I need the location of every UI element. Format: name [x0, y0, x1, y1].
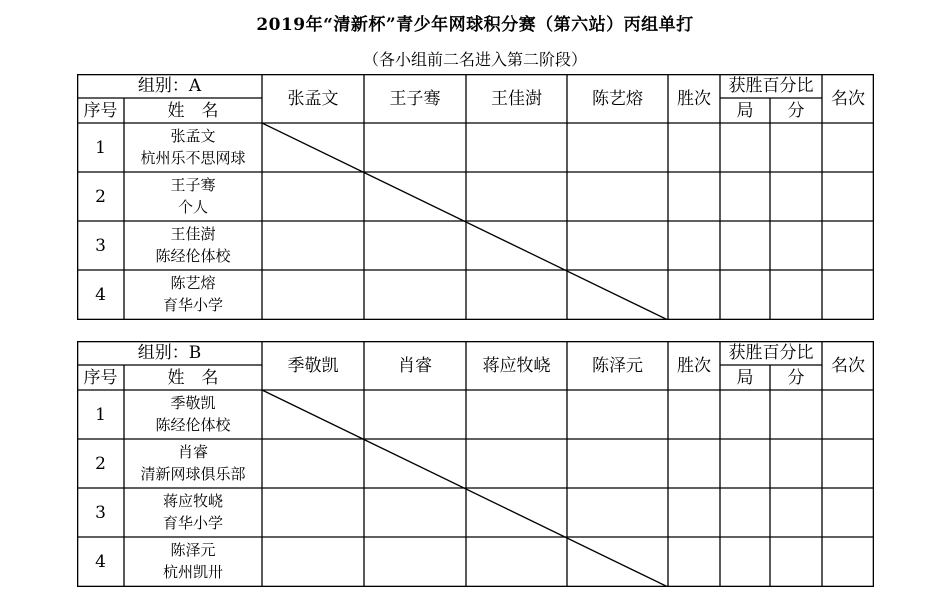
player-club: 清新网球俱乐部 — [140, 465, 246, 483]
row-number: 4 — [95, 552, 106, 572]
header-games: 局 — [736, 368, 754, 388]
row-number: 3 — [95, 503, 106, 523]
player-club: 育华小学 — [162, 514, 223, 532]
player-name: 陈艺熔 — [170, 274, 216, 292]
col-player-2: 肖睿 — [398, 356, 432, 376]
col-player-4: 陈泽元 — [592, 356, 643, 376]
row-number: 4 — [95, 285, 106, 305]
header-wins: 胜次 — [677, 356, 711, 376]
group-label: 组别：A — [137, 76, 202, 96]
header-name: 姓 名 — [167, 368, 219, 388]
player-name: 陈泽元 — [170, 541, 216, 559]
player-club: 陈经伦体校 — [155, 416, 231, 434]
row-number: 1 — [95, 405, 106, 425]
player-name: 蒋应牧峣 — [162, 492, 223, 510]
header-seq: 序号 — [83, 101, 118, 121]
player-name: 肖睿 — [177, 443, 208, 461]
col-player-2: 王子骞 — [389, 89, 441, 109]
header-points: 分 — [787, 368, 805, 388]
player-club: 育华小学 — [162, 296, 223, 314]
player-name: 王佳澍 — [170, 225, 216, 243]
player-club: 陈经伦体校 — [155, 247, 231, 265]
player-club: 杭州凯卅 — [162, 563, 223, 581]
player-club: 个人 — [177, 198, 208, 216]
player-name: 季敬凯 — [170, 394, 216, 412]
col-player-3: 蒋应牧峣 — [482, 356, 551, 376]
group-label: 组别：B — [137, 343, 202, 363]
page-title: 2019年“清新杯”青少年网球积分赛（第六站）丙组单打 — [256, 15, 694, 35]
row-number: 1 — [95, 138, 106, 158]
col-player-1: 张孟文 — [287, 89, 339, 109]
row-number: 2 — [95, 187, 106, 207]
col-player-1: 季敬凯 — [287, 356, 339, 376]
col-player-4: 陈艺熔 — [592, 89, 643, 109]
page-subtitle: （各小组前二名进入第二阶段） — [362, 50, 587, 69]
header-wins: 胜次 — [677, 89, 711, 109]
group-b-table — [77, 341, 874, 587]
header-points: 分 — [787, 101, 805, 121]
header-win-ratio: 获胜百分比 — [728, 343, 814, 363]
row-number: 3 — [95, 236, 106, 256]
header-games: 局 — [736, 101, 754, 121]
row-number: 2 — [95, 454, 106, 474]
player-name: 张孟文 — [170, 127, 216, 145]
group-a-table — [77, 74, 874, 320]
header-name: 姓 名 — [167, 101, 219, 121]
header-seq: 序号 — [83, 368, 118, 388]
header-rank: 名次 — [831, 356, 865, 376]
header-win-ratio: 获胜百分比 — [728, 76, 814, 96]
header-rank: 名次 — [831, 89, 865, 109]
player-club: 杭州乐不思网球 — [140, 149, 246, 167]
player-name: 王子骞 — [170, 176, 216, 194]
col-player-3: 王佳澍 — [491, 89, 542, 109]
